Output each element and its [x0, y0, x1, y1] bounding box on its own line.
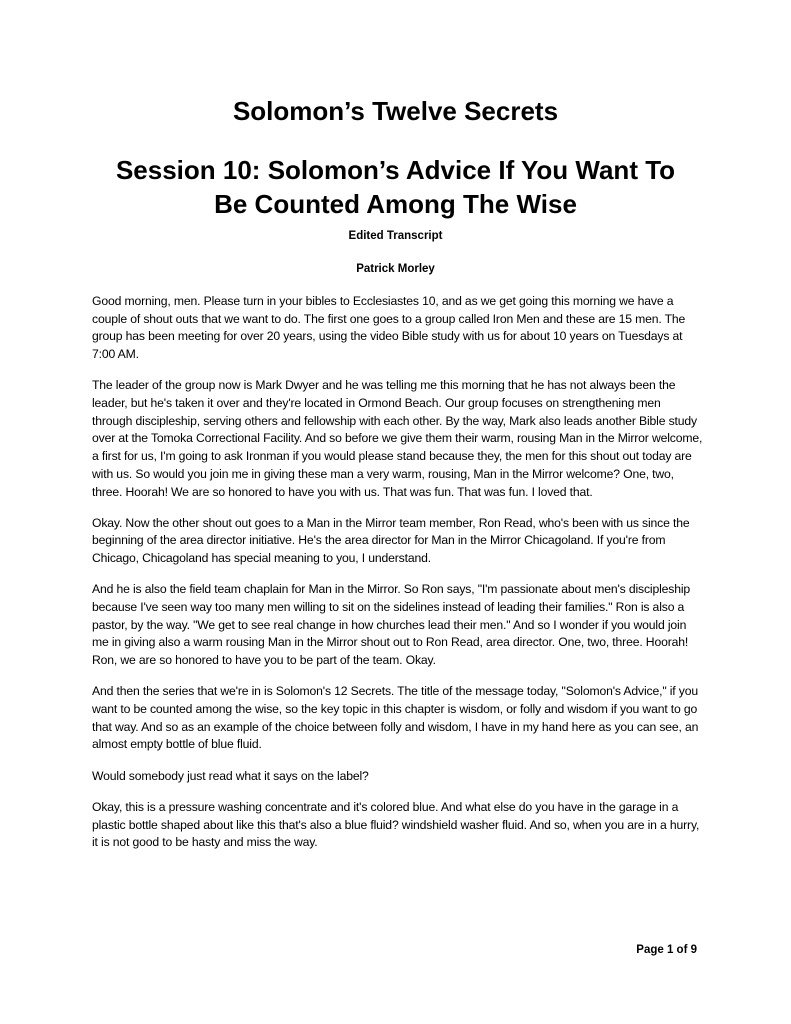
paragraph: Would somebody just read what it says on the label?: [92, 768, 369, 783]
page-number: Page 1 of 9: [636, 944, 697, 956]
edited-transcript-label: Edited Transcript: [348, 230, 443, 242]
transcript-body: [92, 293, 704, 865]
session-title: [0, 153, 791, 221]
paragraph: Okay. Now the other shout out goes to a Man in the Mirror team member, Ron Read, who's been with us since the beginning of the area director initiative. He's the area director for Man in the Mirror Chicagoland. If you're from Chicago, Chicagoland has special meaning to you, I understand.: [92, 515, 690, 566]
paragraph: And he is also the field team chaplain for Man in the Mirror. So Ron says, "I'm passionate about men's discipleship because I've seen way too many men willing to sit on the sidelines instead of leading their families." Ron is also a pastor, by the way. "We get to see real change in how churches lead their men." And so I wonder if you would join me in giving also a warm rousing Man in the Mirror shout out to Ron Read, area director. One, two, three. Hoorah! Ron, we are so honored to have you to be part of the team. Okay.: [92, 582, 691, 668]
paragraph: The leader of the group now is Mark Dwyer and he was telling me this morning that he has not always been the leader, but he's taken it over and they're located in Ormond Beach. Our group focuses on strengthening men through discipleship, serving others and fellowship with each other. By the way, Mark also leads another Bible study over at the Tomoka Correctional Facility. And so before we give them their warm, rousing Man in the Mirror welcome, a first for us, I'm going to ask Ironman if you would please stand because they, the men for this shout out today are with us. So would you join me in giving these man a very warm, rousing, Man in the Mirror welcome? One, two, three. Hoorah! We are so honored to have you with us. That was fun. That was fun. I loved that.: [92, 378, 703, 499]
paragraph: Good morning, men. Please turn in your bibles to Ecclesiastes 10, and as we get going this morning we have a couple of shout outs that we want to do. The first one goes to a group called Iron Men and these are 15 men. The group has been meeting for over 20 years, using the video Bible study with us for about 10 years on Tuesdays at 7:00 AM.: [92, 294, 686, 362]
session-title-line1: Session 10: Solomon’s Advice If You Want To: [115, 155, 676, 185]
author-name: Patrick Morley: [356, 263, 435, 275]
paragraph: And then the series that we're in is Solomon's 12 Secrets. The title of the message today, "Solomon's Advice," if you want to be counted among the wise, so the key topic in this chapter is wisdom, or folly and wisdom if you want to go that way. And so as an example of the choice between folly and wisdom, I have in my hand here as you can see, an almost empty bottle of blue fluid.: [92, 684, 699, 752]
document-title: Solomon’s Twelve Secrets: [232, 96, 559, 126]
paragraph: Okay, this is a pressure washing concentrate and it's colored blue. And what else do you have in the garage in a plastic bottle shaped about like this that's also a blue fluid? windshield washer fluid. And so, when you are in a hurry, it is not good to be hasty and miss the way.: [92, 799, 700, 850]
session-title-line2: Be Counted Among The Wise: [214, 189, 577, 219]
